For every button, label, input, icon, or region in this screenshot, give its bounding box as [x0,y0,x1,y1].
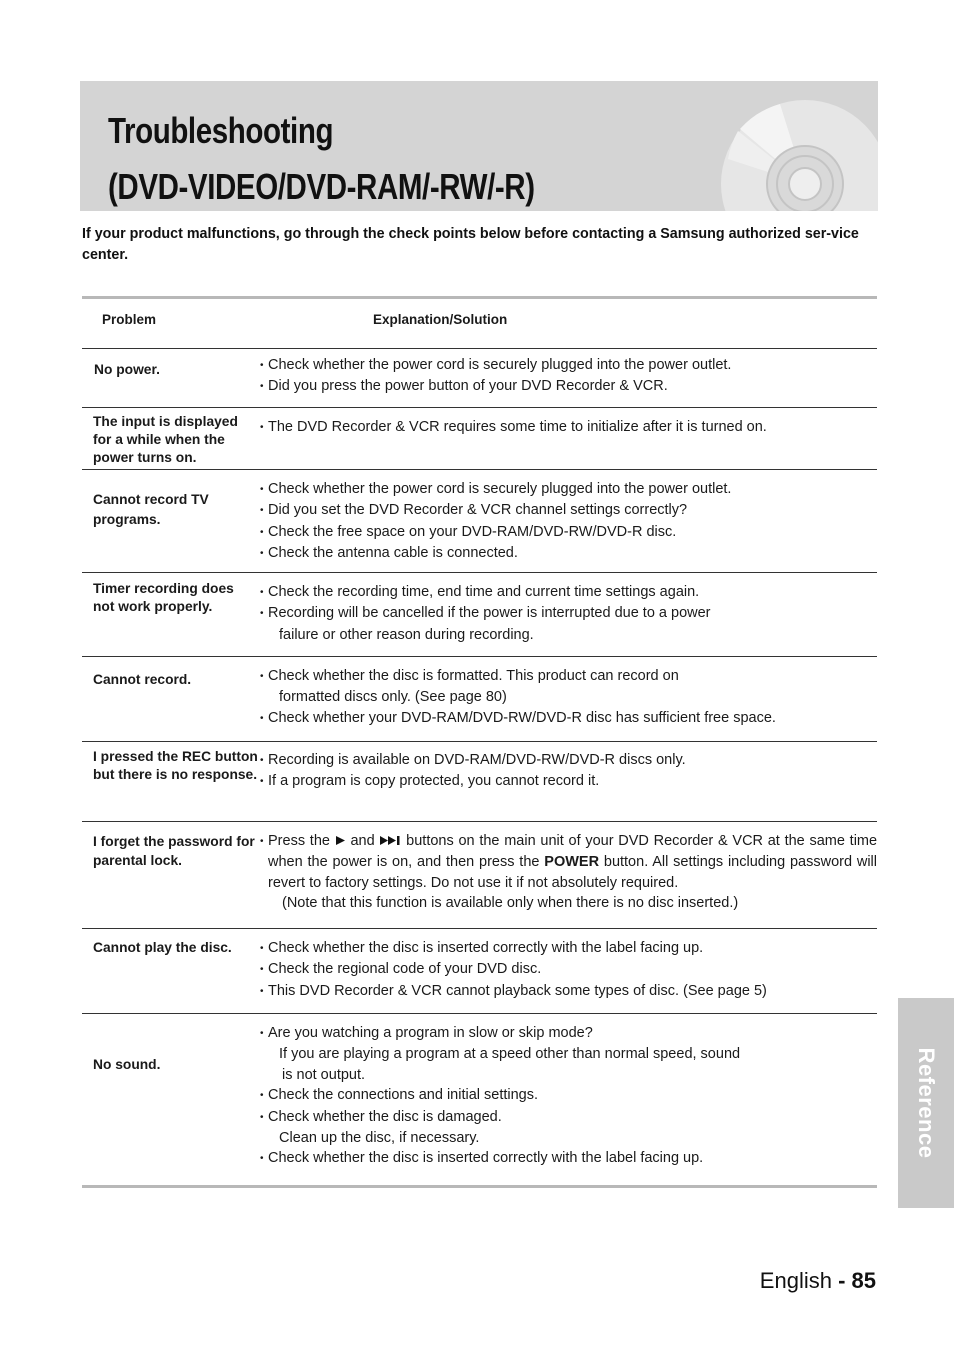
troubleshooting-table [82,296,877,1188]
power-keyword: POWER [544,854,600,871]
play-icon [335,835,346,846]
solution-line: • Check whether the power cord is securely plugged into the power outlet. [258,479,877,500]
table-row [82,408,877,470]
problem-cell: Cannot record TV programs. [93,492,209,527]
table-header [82,299,877,349]
solution-line-continued: If you are playing a program at a speed other than normal speed, sound [279,1046,741,1063]
solution-line: • The DVD Recorder & VCR requires some time to initialize after it is turned on. [258,417,877,438]
solution-cell [258,470,877,572]
reference-side-tab-label: Reference [914,1047,939,1159]
solution-line: • Did you press the power button of your DVD Recorder & VCR. [258,376,877,397]
solution-text: Press the [268,833,330,849]
problem-cell: The input is displayed for a while when the power turns on. [93,414,238,465]
solution-cell [258,1014,877,1185]
solution-line: • Did you set the DVD Recorder & VCR channel settings correctly? [258,500,877,521]
solution-text: button. All settings including password will revert to factory settings. Do not use it if not absolutely required. [268,854,877,891]
solution-cell [258,657,877,741]
footer-language: English [759,1268,832,1293]
problem-cell: No sound. [93,1057,161,1072]
table-row [82,742,877,822]
solution-cell [258,349,877,407]
solution-line: • Check the connections and initial settings. [258,1085,877,1106]
solution-line: • Check the antenna cable is connected. [258,543,877,564]
solution-line: • Check whether the disc is damaged. [258,1107,877,1128]
page-title-line-2: (DVD-VIDEO/DVD-RAM/-RW/-R) [108,166,535,207]
column-header-problem: Problem [102,312,157,327]
solution-line: • Recording will be cancelled if the power is interrupted due to a power [258,603,877,624]
solution-line: • Check whether the power cord is securely plugged into the power outlet. [258,355,877,376]
solution-line: • Check whether the disc is inserted correctly with the label facing up. [258,938,877,959]
solution-line: • Check whether your DVD-RAM/DVD-RW/DVD-R disc has sufficient free space. [258,708,877,729]
page-footer [760,1268,876,1294]
problem-cell: Cannot record. [93,672,192,687]
solution-line: • Are you watching a program in slow or skip mode? [258,1023,877,1044]
problem-cell: Cannot play the disc. [93,940,232,955]
solution-line: • Check the recording time, end time and current time settings again. [258,582,877,603]
solution-line-continued: formatted discs only. (See page 80) [279,689,507,706]
intro-text: If your product malfunctions, go through the check points below before contacting a Samsung authorized ser-vice center. [82,226,859,263]
solution-line: • Check whether the disc is formatted. This product can record on [258,666,877,687]
table-row [82,349,877,408]
solution-line-continued: Clean up the disc, if necessary. [279,1130,480,1147]
table-row [82,1014,877,1185]
problem-cell: No power. [94,362,160,377]
solution-cell [258,573,877,656]
solution-line-continued: failure or other reason during recording. [279,626,534,643]
table-row [82,470,877,573]
reference-side-tab[interactable] [898,998,954,1208]
solution-line: • If a program is copy protected, you cannot record it. [258,771,877,792]
problem-cell: Timer recording does not work properly. [93,581,234,614]
solution-text: buttons on the main unit of your DVD Recorder & VCR at the same time when the power is on, and then press the [268,833,878,871]
problem-cell: I pressed the REC button but there is no response. [93,749,258,782]
header-band [80,81,878,211]
table-row [82,929,877,1014]
solution-line: • This DVD Recorder & VCR cannot playback some types of disc. (See page 5) [258,981,877,1002]
solution-cell [258,929,877,1013]
solution-line: • Recording is available on DVD-RAM/DVD-RW/DVD-R discs only. [258,750,877,771]
solution-cell [258,408,877,469]
skip-forward-icon [379,835,401,846]
problem-cell: I forget the password for parental lock. [93,834,255,868]
solution-cell [258,822,877,928]
solution-text: and [350,833,375,849]
table-row [82,657,877,742]
page-number: - 85 [838,1268,876,1293]
table-row [82,573,877,657]
dvd-disc-icon [720,99,878,211]
solution-line-continued: is not output. [282,1066,366,1083]
column-header-solution: Explanation/Solution [373,312,508,327]
solution-cell [258,742,877,821]
solution-line: • Check whether the disc is inserted correctly with the label facing up. [258,1148,877,1169]
page-title [108,103,535,211]
page-title-line-1: Troubleshooting [108,110,334,151]
table-row [82,822,877,929]
solution-line-continued: (Note that this function is available only when there is no disc inserted.) [282,895,739,912]
solution-line: • Check the regional code of your DVD disc. [258,959,877,980]
solution-line: • Check the free space on your DVD-RAM/DVD-RW/DVD-R disc. [258,522,877,543]
solution-line [258,831,877,893]
